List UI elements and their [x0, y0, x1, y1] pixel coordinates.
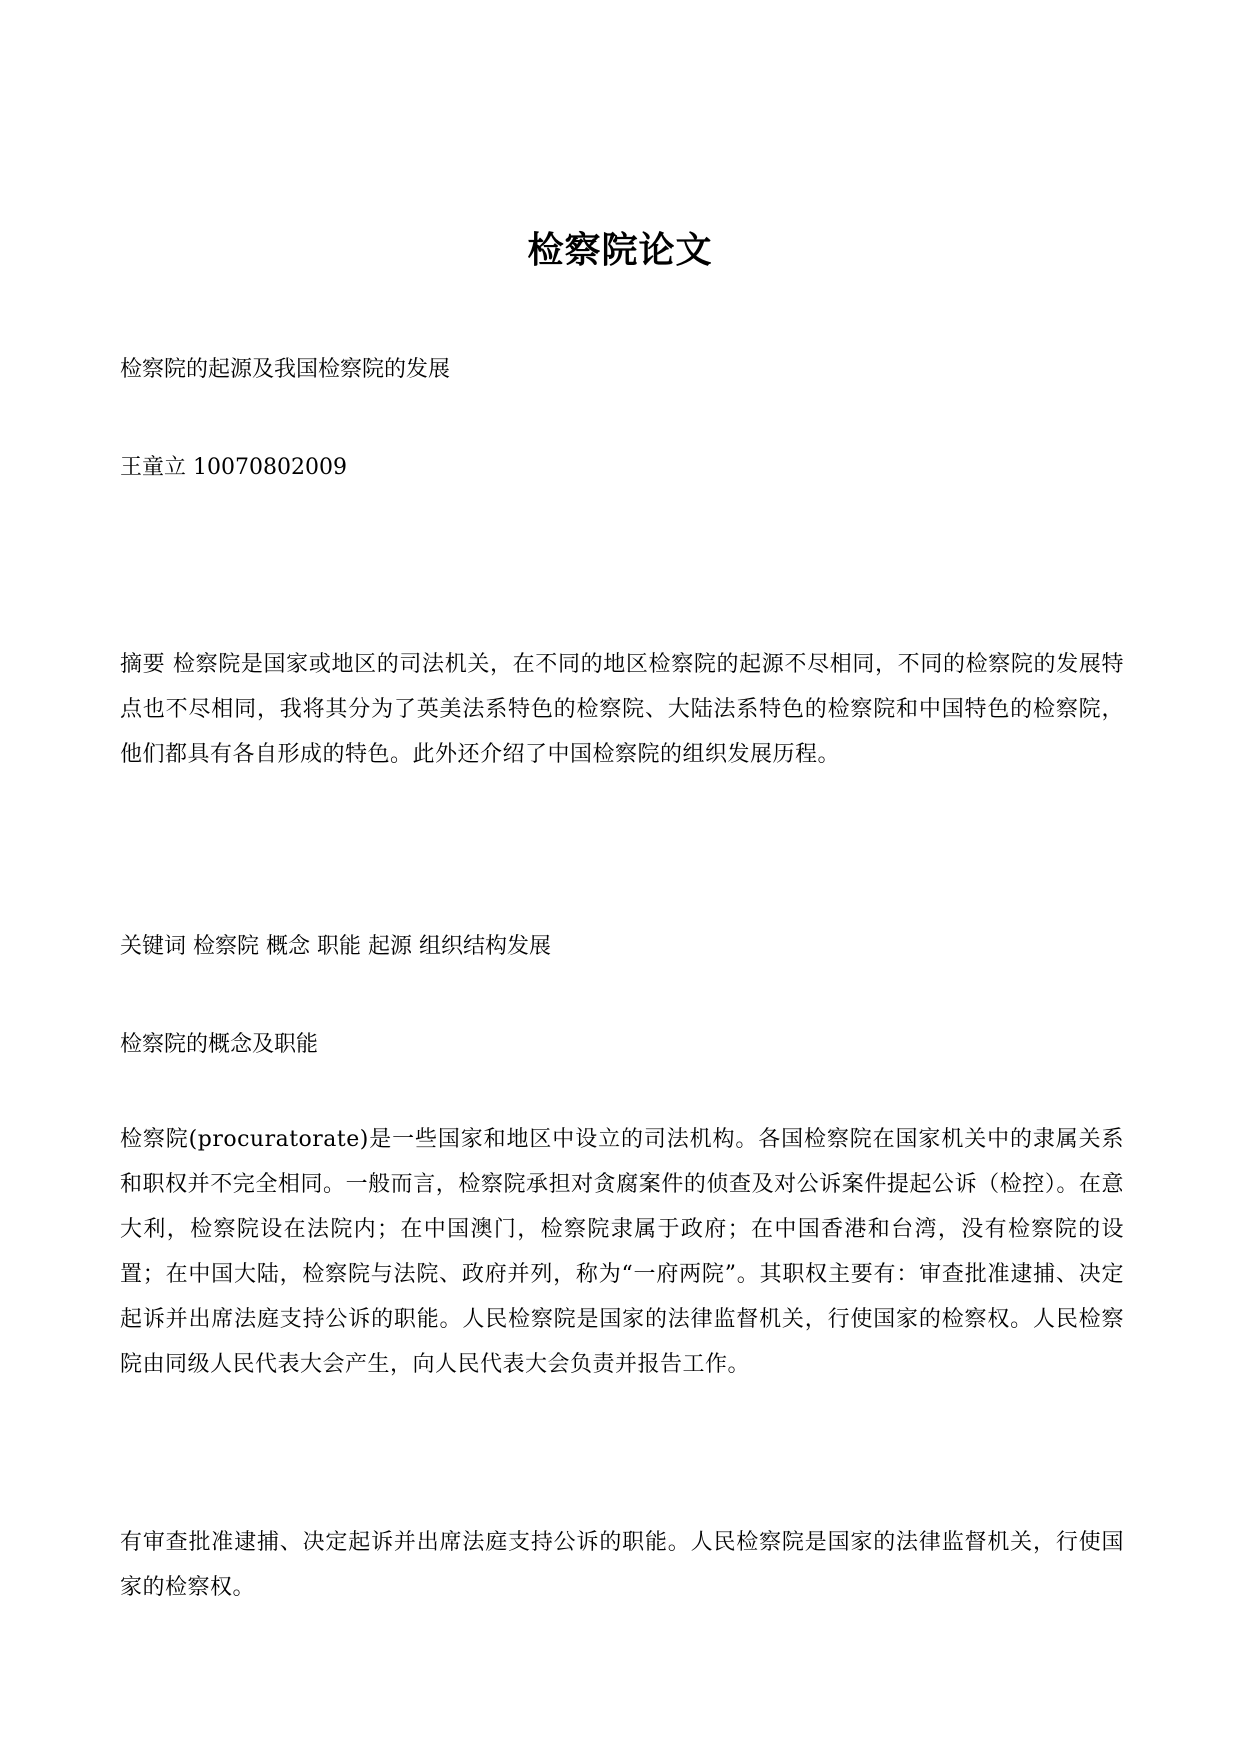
document-title: 检察院论文 [527, 229, 713, 271]
concept-paragraph: 检察院(procuratorate)是一些国家和地区中设立的司法机构。各国检察院在国家机关中的隶属关系和职权并不完全相同。一般而言，检察院承担对贪腐案件的侦查及对公诉案件提起公诉（检控）。在意大利，检察院设在法院内；在中国澳门，检察院隶属于政府；在中国香港和台湾，没有检察院的设置；在中国大陆，检察院与法院、政府并列，称为“一府两院”。其职权主要有：审查批准逮捕、决定起诉并出席法庭支持公诉的职能。人民检察院是国家的法律监督机关，行使国家的检察权。人民检察院由同级人民代表大会产生，向人民代表大会负责并报告工作。 [120, 1127, 1124, 1377]
document-subtitle: 检察院的起源及我国检察院的发展 [120, 357, 451, 382]
author-line: 王童立 10070802009 [120, 455, 347, 480]
section-heading: 检察院的概念及职能 [120, 1032, 319, 1057]
keywords-line: 关键词 检察院 概念 职能 起源 组织结构发展 [120, 934, 551, 959]
duty-paragraph: 有审查批准逮捕、决定起诉并出席法庭支持公诉的职能。人民检察院是国家的法律监督机关，行使国家的检察权。 [120, 1530, 1124, 1600]
abstract-paragraph: 摘要 检察院是国家或地区的司法机关，在不同的地区检察院的起源不尽相同，不同的检察院的发展特点也不尽相同，我将其分为了英美法系特色的检察院、大陆法系特色的检察院和中国特色的检察院，他们都具有各自形成的特色。此外还介绍了中国检察院的组织发展历程。 [120, 652, 1124, 767]
